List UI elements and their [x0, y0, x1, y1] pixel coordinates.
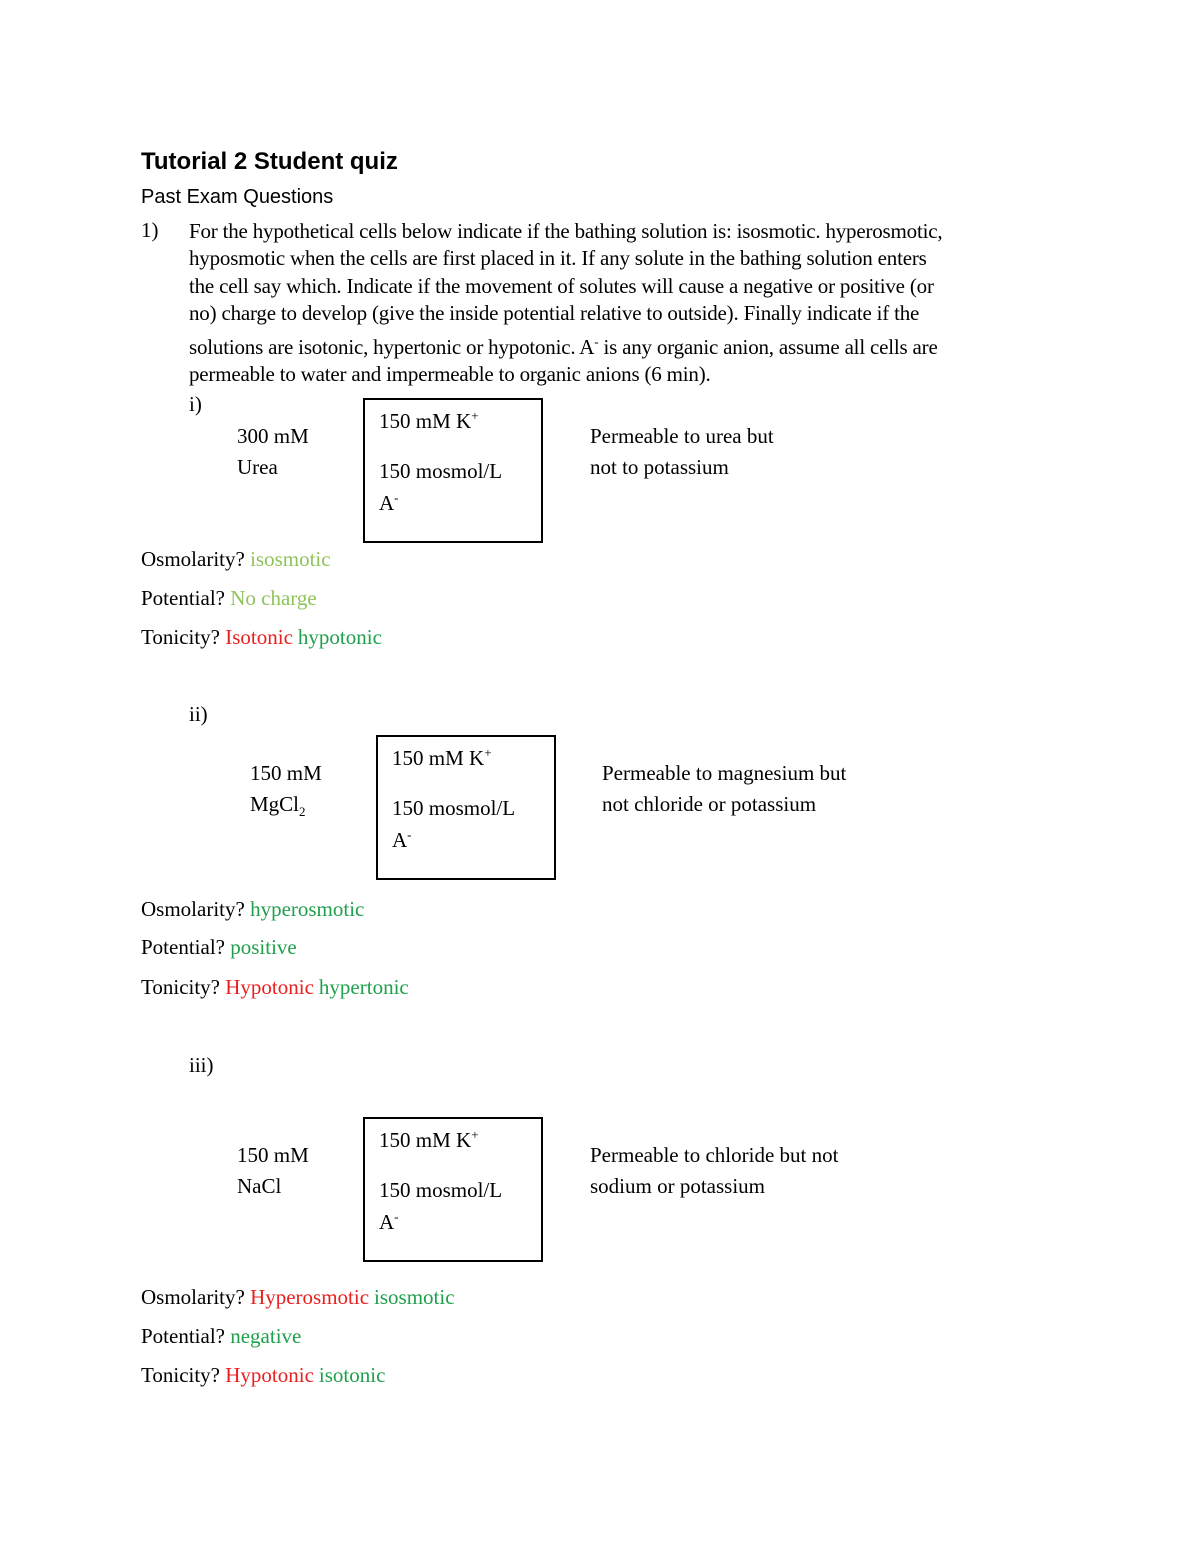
cell-osmolarity: 150 mosmol/L — [379, 459, 503, 483]
osmolarity-answer — [141, 547, 331, 572]
potential-label: Potential? — [141, 935, 225, 959]
struck-answer-text: Isotonic — [225, 625, 293, 649]
question-line — [189, 328, 1059, 361]
answer-text: isotonic — [318, 1363, 386, 1387]
part-label: i) — [189, 392, 202, 416]
potential-answer — [141, 586, 317, 611]
osmolarity-label: Osmolarity? — [141, 897, 245, 921]
cell-anion — [379, 1209, 399, 1235]
anion-superscript: - — [407, 827, 412, 842]
outside-solution-solute — [250, 792, 306, 820]
part-label: ii) — [189, 702, 208, 726]
question-line-part: is any organic anion, assume all cells are — [598, 334, 938, 359]
answer-text: hypotonic — [297, 625, 382, 649]
question-line: no) charge to develop (give the inside potential relative to outside). Finally indicate if the — [189, 301, 920, 326]
anion-superscript: - — [394, 1209, 399, 1224]
permeability-note: sodium or potassium — [590, 1174, 766, 1198]
outside-solution-solute-text: MgCl — [250, 792, 300, 816]
cell-osmolarity: 150 mosmol/L — [392, 796, 516, 820]
outside-solution-solute: NaCl — [237, 1174, 282, 1198]
part-label: iii) — [189, 1053, 214, 1077]
tonicity-label: Tonicity? — [141, 625, 221, 649]
cell-anion-text: A — [379, 491, 395, 515]
cell-potassium — [379, 1127, 479, 1153]
cation-superscript: + — [471, 1127, 479, 1142]
answer-text: negative — [230, 1324, 302, 1348]
osmolarity-label: Osmolarity? — [141, 1285, 245, 1309]
struck-answer-text: Hypotonic — [225, 1363, 314, 1387]
answer-text: isosmotic — [374, 1285, 455, 1309]
tonicity-label: Tonicity? — [141, 975, 221, 999]
potential-label: Potential? — [141, 586, 225, 610]
cell-anion — [379, 490, 399, 516]
cell-potassium — [392, 745, 492, 771]
outside-solution-concentration: 150 mM — [237, 1143, 309, 1167]
question-text — [189, 218, 1059, 388]
permeability-note: Permeable to chloride but not — [590, 1143, 839, 1167]
cell-diagram — [363, 398, 543, 543]
tonicity-label: Tonicity? — [141, 1363, 221, 1387]
answer-text: hyperosmotic — [250, 897, 365, 921]
answer-text: hypertonic — [318, 975, 409, 999]
outside-solution-solute: Urea — [237, 455, 278, 479]
question-line: the cell say which. Indicate if the movement of solutes will cause a negative or positive (or — [189, 273, 934, 298]
subscript: 2 — [299, 804, 306, 820]
struck-answer-text: Hypotonic — [225, 975, 314, 999]
potential-answer — [141, 1324, 301, 1349]
question-line: hyposmotic when the cells are first placed in it. If any solute in the bathing solution enters — [189, 246, 927, 271]
cell-potassium-text: 150 mM K — [379, 1128, 472, 1152]
osmolarity-answer — [141, 1285, 455, 1310]
permeability-note: Permeable to urea but — [590, 424, 774, 448]
cell-osmolarity: 150 mosmol/L — [379, 1178, 503, 1202]
cell-potassium-text: 150 mM K — [379, 409, 472, 433]
cell-anion-text: A — [392, 828, 408, 852]
potential-label: Potential? — [141, 1324, 225, 1348]
question-number: 1) — [141, 218, 159, 242]
answer-text: No charge — [230, 586, 317, 610]
permeability-note: not chloride or potassium — [602, 792, 817, 816]
page-subtitle: Past Exam Questions — [141, 186, 334, 208]
cation-superscript: + — [484, 745, 492, 760]
cell-anion — [392, 827, 412, 853]
cell-diagram — [363, 1117, 543, 1262]
answer-text: isosmotic — [250, 547, 331, 571]
cell-potassium — [379, 408, 479, 434]
anion-superscript: - — [394, 490, 399, 505]
permeability-note: not to potassium — [590, 455, 729, 479]
osmolarity-label: Osmolarity? — [141, 547, 245, 571]
cell-potassium-text: 150 mM K — [392, 746, 485, 770]
tonicity-answer — [141, 975, 409, 1000]
question-line-part: solutions are isotonic, hypertonic or hypotonic. A — [189, 334, 595, 359]
osmolarity-answer — [141, 897, 364, 922]
struck-answer-text: Hyperosmotic — [250, 1285, 370, 1309]
question-line: permeable to water and impermeable to organic anions (6 min). — [189, 362, 711, 387]
tonicity-answer — [141, 1363, 385, 1388]
outside-solution-concentration: 300 mM — [237, 424, 309, 448]
answer-text: positive — [230, 935, 297, 959]
tonicity-answer — [141, 625, 382, 650]
cell-anion-text: A — [379, 1210, 395, 1234]
permeability-note: Permeable to magnesium but — [602, 761, 847, 785]
potential-answer — [141, 935, 297, 960]
page-title: Tutorial 2 Student quiz — [141, 148, 398, 175]
question-line: For the hypothetical cells below indicate if the bathing solution is: isosmotic. hyperosmotic, — [189, 219, 943, 243]
cation-superscript: + — [471, 408, 479, 423]
cell-diagram — [376, 735, 556, 880]
anion-superscript: - — [594, 333, 599, 349]
outside-solution-concentration: 150 mM — [250, 761, 322, 785]
